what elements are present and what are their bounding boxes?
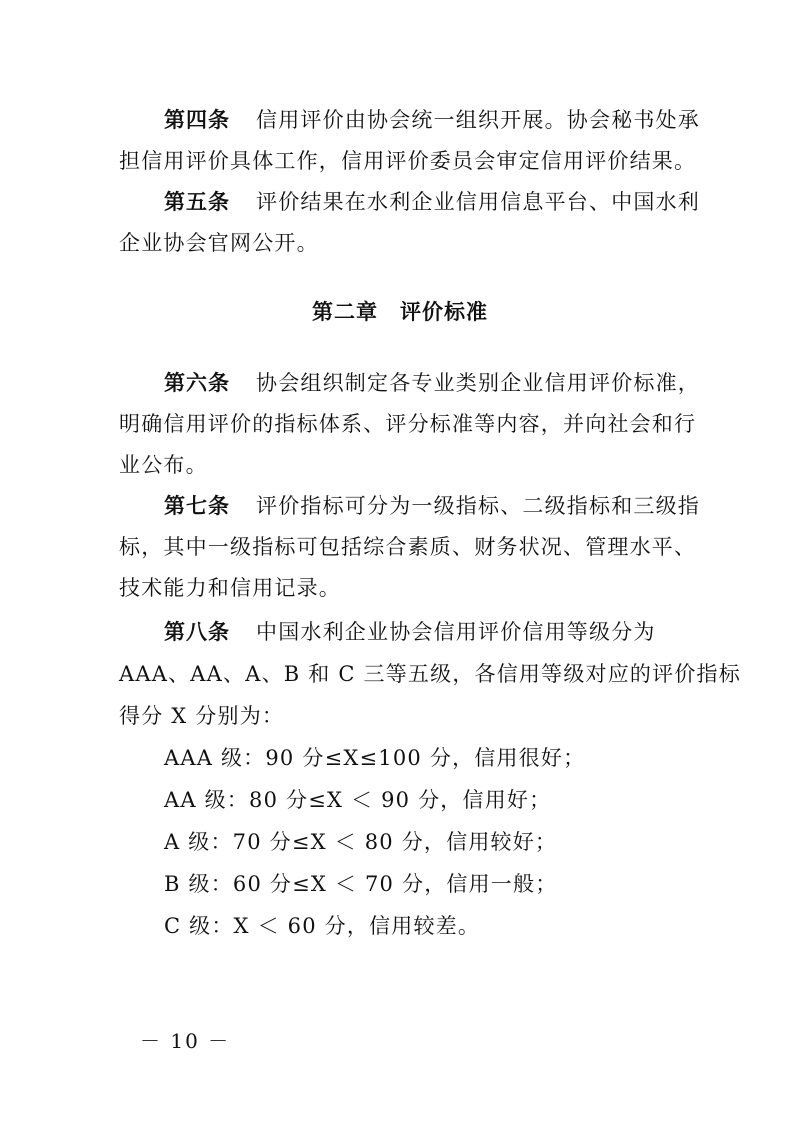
article-8-text-1: 中国水利企业协会信用评价信用等级分为 — [256, 620, 656, 644]
page-number: － 10 － — [140, 1029, 231, 1053]
article-5-line-2: 企业协会官网公开。 — [119, 231, 319, 255]
article-8-line-2: AAA、AA、A、B 和 C 三等五级，各信用等级对应的评价指标 — [119, 662, 741, 686]
grade-b: B 级：60 分≤X ＜ 70 分，信用一般； — [164, 872, 558, 896]
article-4-line-2: 担信用评价具体工作，信用评价委员会审定信用评价结果。 — [119, 149, 697, 173]
article-4-text-1: 信用评价由协会统一组织开展。协会秘书处承 — [256, 108, 700, 132]
article-7-line-3: 技术能力和信用记录。 — [119, 576, 341, 600]
article-5-text-1: 评价结果在水利企业信用信息平台、中国水利 — [256, 190, 700, 214]
grade-c: C 级：X ＜ 60 分，信用较差。 — [164, 914, 481, 938]
grade-a: A 级：70 分≤X ＜ 80 分，信用较好； — [164, 830, 558, 854]
article-5-line-1 — [164, 187, 700, 217]
article-6-line-2: 明确信用评价的指标体系、评分标准等内容，并向社会和行 — [119, 412, 697, 436]
article-7-line-2: 标，其中一级指标可包括综合素质、财务状况、管理水平、 — [119, 535, 697, 559]
article-7-line-1 — [164, 491, 700, 521]
grade-aaa: AAA 级：90 分≤X≤100 分，信用很好； — [164, 746, 586, 770]
article-6-line-3: 业公布。 — [119, 453, 208, 477]
article-5-label: 第五条 — [164, 190, 230, 214]
article-6-text-1: 协会组织制定各专业类别企业信用评价标准， — [256, 371, 700, 395]
article-6-line-1 — [164, 368, 700, 398]
chapter-title: 评价标准 — [400, 300, 488, 324]
article-8-line-1 — [164, 617, 656, 647]
chapter-number: 第二章 — [312, 300, 378, 324]
article-4-line-1 — [164, 105, 700, 135]
article-4-label: 第四条 — [164, 108, 230, 132]
article-8-line-3: 得分 X 分别为： — [119, 704, 285, 728]
chapter-heading — [0, 297, 800, 327]
article-7-text-1: 评价指标可分为一级指标、二级指标和三级指 — [256, 494, 700, 518]
article-7-label: 第七条 — [164, 494, 230, 518]
grade-aa: AA 级：80 分≤X ＜ 90 分，信用好； — [164, 788, 552, 812]
article-6-label: 第六条 — [164, 371, 230, 395]
article-8-label: 第八条 — [164, 620, 230, 644]
